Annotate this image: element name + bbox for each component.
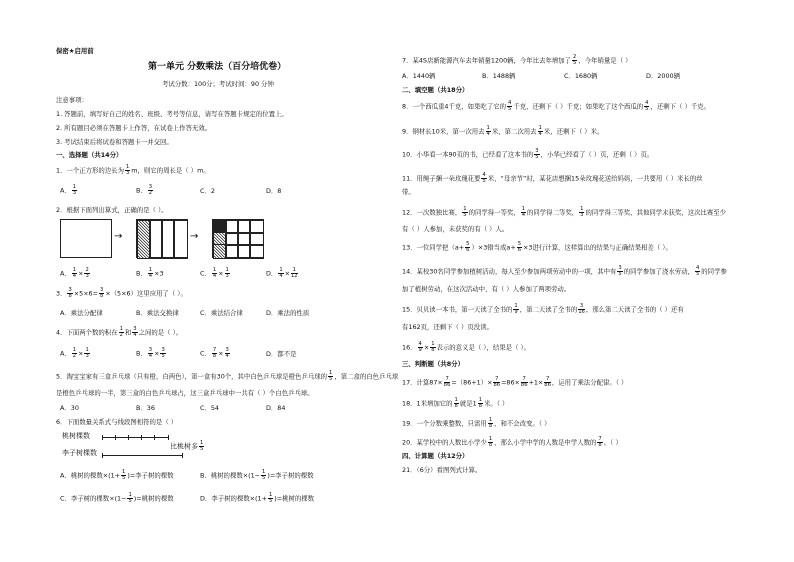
question-11: 11．用绳子捆一朵玫瑰花要 $\frac{4}{5}$ 米，“母亲节”时，某花店想捆15朵玫瑰花送给妈妈，一共要用（ ）米长的丝 (402, 172, 703, 184)
q3-option-c[interactable]: C．乘法结合律 (200, 309, 243, 317)
question-4: 4．下面两个数的积在 $\frac{1}{2}$ 和 $\frac{3}{4}$ 之间的是（ ）。 (56, 326, 183, 338)
q4-option-a[interactable]: A． $\frac{1}{2}$ × $\frac{1}{3}$ (60, 347, 89, 359)
question-20: 20．某学校中的人数比小学少 $\frac{1}{8}$ ，那么小学中学的人数是中学人数的 $\frac{7}{8}$ 。（ ） (402, 436, 622, 448)
question-21: 21．（6分）看图列式计算。 (402, 466, 482, 474)
q5-option-a[interactable]: A．30 (60, 404, 79, 412)
q6-option-c[interactable]: C．李子树的棵数×(1− $\frac{1}{5}$ )=桃树的棵数 (60, 492, 174, 504)
notes-head: 注意事项： (56, 96, 88, 104)
arrow-icon: → (190, 231, 199, 242)
q2-option-d[interactable]: D． $\frac{1}{4}$ × $\frac{1}{12}$ (266, 267, 298, 279)
secret-label: 保密★启用前 (56, 47, 94, 55)
q6-option-d[interactable]: D．李子树的棵数×(1+ $\frac{1}{5}$ )=桃树的棵数 (200, 492, 315, 504)
note-2: 2. 所有题目必须在答题卡上作答，在试卷上作答无效。 (56, 124, 212, 132)
fraction: $\frac{1}{3}$ (125, 164, 130, 176)
question-15-line2: 有162页，还剩下（ ）页没读。 (402, 323, 493, 331)
note-3: 3. 考试结束后将试卷和答题卡一并交回。 (56, 138, 173, 146)
question-17: 17．计算87× $\frac{7}{86}$ =（86+1）× $\frac{7}{86}$ =86× $\frac{7}{86}$ +1× $\frac{7}{86}$ ，运用了乘法分配律。（ ） (402, 376, 628, 388)
q5-option-d[interactable]: D．84 (266, 404, 286, 412)
q1-option-a[interactable]: A． $\frac{1}{3}$ (60, 184, 77, 196)
q2-option-a[interactable]: A． $\frac{1}{4}$ × $\frac{2}{3}$ (60, 267, 89, 279)
q4-option-c[interactable]: C． $\frac{7}{8}$ × $\frac{3}{4}$ (200, 347, 229, 359)
arrow-icon: → (114, 231, 123, 242)
question-18: 18．1米增加它的 $\frac{1}{8}$ 就是1 $\frac{1}{8}$ 米。（ ） (402, 397, 509, 409)
question-13: 13．一位同学把（a+ $\frac{5}{6}$ ）×3错当成a+ $\frac{5}{6}$ ×3进行计算，这样算出的结果与正确结果相差（ ）。 (402, 241, 672, 253)
page-title: 第一单元 分数乘法（百分培优卷） (148, 62, 287, 72)
q6-option-b[interactable]: B．桃树的棵数×(1− $\frac{1}{5}$ )=李子树的棵数 (200, 469, 314, 481)
q1-option-d[interactable]: D．8 (266, 187, 282, 195)
question-19: 19．一个分数乘整数，只需用 $\frac{1}{8}$ ，和不会改变。（ ） (402, 417, 551, 429)
section-3-title: 三、判断题（共8分） (402, 360, 464, 368)
question-6: 6．下面数量关系式与线段图相符的是（ ） (56, 418, 178, 426)
q1-option-c[interactable]: C．2 (200, 187, 215, 195)
q3-option-a[interactable]: A．乘法分配律 (60, 309, 103, 317)
q7-option-a[interactable]: A．1440辆 (402, 72, 436, 80)
q2-option-c[interactable]: C． $\frac{1}{4}$ × $\frac{1}{3}$ (200, 267, 229, 279)
question-16: 16． $\frac{4}{9}$ × $\frac{1}{8}$ 表示的意义是（ ），结果是（ ）。 (402, 341, 531, 353)
q4-option-b[interactable]: B． $\frac{3}{4}$ × $\frac{3}{5}$ (136, 347, 165, 359)
plum-label: 李子树棵数 (62, 449, 97, 457)
section-2-title: 二、填空题（共18分） (402, 86, 469, 94)
section-1-title: 一、选择题（共14分） (56, 151, 123, 159)
q7-option-b[interactable]: B．1488辆 (482, 72, 516, 80)
more-label: 比桃树多 $\frac{1}{5}$ (170, 440, 204, 452)
question-5: 5．淘宝宝家有三盒乒乓球（只有橙、白两色），第一盒有30个，其中白色乒乓球是橙色乒乓球的 $\frac{1}{5}$ ，第二盒的白色乒乓球 (56, 370, 399, 382)
question-11-line2: 带。 (402, 188, 415, 196)
peach-label: 桃树棵数 (62, 432, 90, 440)
q2-option-b[interactable]: B． $\frac{1}{4}$ ×3 (136, 267, 164, 279)
q3-option-b[interactable]: B．乘法交换律 (136, 309, 179, 317)
q7-option-d[interactable]: D．2000辆 (646, 72, 680, 80)
question-1: 1．一个正方形的边长为 $\frac{1}{3}$ m，则它的周长是（ ）m。 (56, 164, 210, 176)
question-14: 14．某校30名同学参加植树活动，每人至少参加两项劳动中的一项，其中有 $\frac{3}{5}$ 的同学参加了浇水劳动， $\frac{4}{5}$ 的同学参 (402, 265, 727, 277)
question-12-line2: 有（ ）人参加，未获奖的有（ ）人。 (402, 225, 509, 233)
exam-info: 考试分数：100分；考试时间：90 分钟 (162, 80, 274, 88)
question-12: 12．一次数独比赛， $\frac{1}{5}$ 的同学得一等奖， $\frac{1}{4}$ 的同学得二等奖， $\frac{1}{3}$ 的同学得三等奖，其他同学未获奖，这次比赛至少 (402, 206, 727, 218)
plum-segment (102, 455, 182, 456)
peach-segment (102, 437, 168, 438)
right-page (397, 0, 794, 562)
question-9: 9．钢材长10米，第一次用去 $\frac{1}{4}$ 米，第二次用去 $\frac{1}{4}$ 米，还剩下（ ）米。 (402, 125, 604, 137)
q5-option-c[interactable]: C．54 (200, 404, 219, 412)
q3-option-d[interactable]: D．乘法的性质 (266, 309, 310, 317)
note-1: 1. 答题前，填写好自己的姓名、班级、考号等信息，请写在答题卡规定的位置上。 (56, 110, 288, 118)
q5-option-b[interactable]: B．36 (136, 404, 155, 412)
question-2: 2．根据下面列出算式，正确的是（ ）。 (56, 206, 168, 214)
question-5-line2: 是橙色乒乓球的一半，第三盒的白色乒乓球占，这三盒乒乓球中一共有（ ）个白色乒乓球。 (56, 389, 314, 397)
question-8: 8．一个西瓜重4千克，如果吃了它的 $\frac{4}{5}$ 千克，还剩下（ ）千克；如果吃了这个西瓜的 $\frac{4}{5}$ ，还剩下（ ）千克。 (402, 100, 711, 112)
q4-option-d[interactable]: D．都不是 (266, 350, 297, 358)
q6-option-a[interactable]: A．桃树的棵数×(1+ $\frac{1}{5}$ )=李子树的棵数 (60, 469, 174, 481)
q7-option-c[interactable]: C．1680辆 (564, 72, 598, 80)
question-14-line2: 加了植树劳动，在这次活动中，有（ ）人参加了两项劳动。 (402, 285, 571, 293)
question-10: 10．小华看一本90页的书，已经看了这本书的 $\frac{3}{5}$ ，小华已经看了（ ）页，还剩（ ）页。 (402, 148, 654, 160)
question-3: 3． $\frac{3}{8}$ ×5×6= $\frac{3}{8}$ ×（5×6）这里应用了（ ）。 (56, 287, 187, 299)
question-7: 7．某4S店新能源汽车去年销量1200辆，今年比去年增加了 $\frac{2}{5}$ ，今年销量是（ ） (402, 54, 632, 66)
section-4-title: 四、计算题（共12分） (402, 452, 469, 460)
q1-option-b[interactable]: B． $\frac{3}{2}$ (136, 184, 153, 196)
question-15: 15．贝贝读一本书，第一天读了全书的 $\frac{1}{9}$ ，第二天读了全书的 $\frac{3}{16}$ ，那么第二天读了全书的（ ）还有 (402, 303, 684, 315)
rect-whole (60, 219, 112, 258)
